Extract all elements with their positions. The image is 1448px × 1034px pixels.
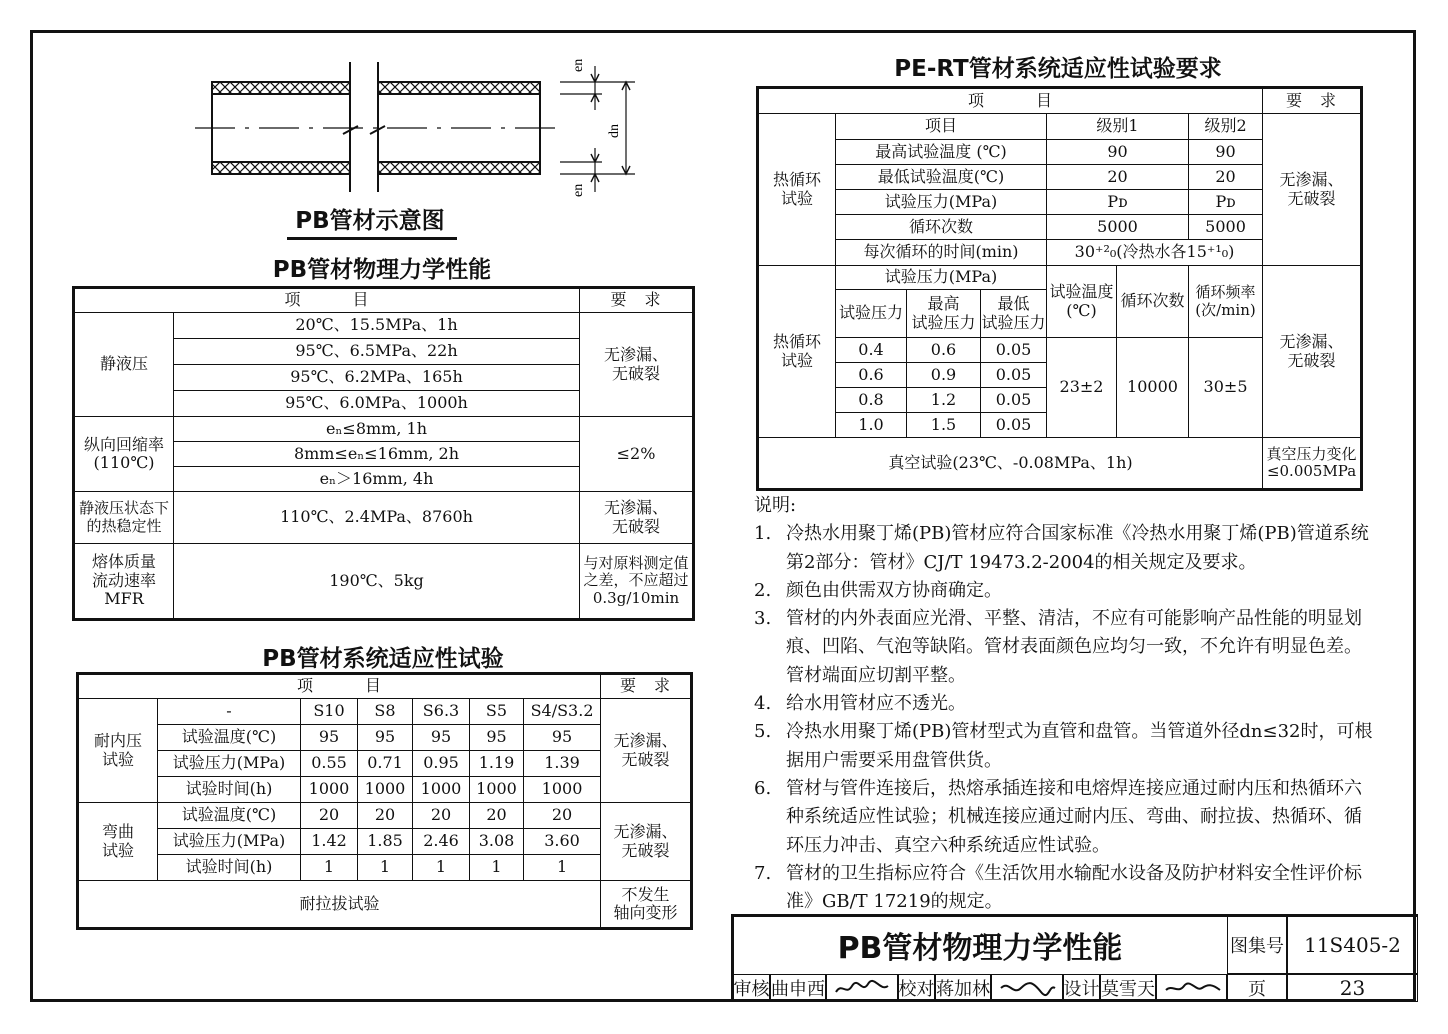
cell: 5000 (1047, 215, 1189, 240)
note-item: 7. 管材的卫生指标应符合《生活饮用水输配水设备及防护材料安全性评价标准》GB/T 17219的规定。 (754, 860, 1374, 917)
check-label: 校对 (898, 974, 935, 1002)
note-text: 管材的内外表面应光滑、平整、清洁，不应有可能影响产品性能的明显划痕、凹陷、气泡等缺陷。管材表面颜色应均匀一致，不允许有明显色差。管材端面应切割平整。 (786, 608, 1362, 686)
cell: 20 (1189, 165, 1263, 190)
note-text: 冷热水用聚丁烯(PB)管材型式为直管和盘管。当管道外径dn≤32时，可根据用户需要采用盘管供货。 (786, 721, 1373, 771)
atlas-label: 图集号 (1227, 916, 1287, 974)
group-name: 纵向回缩率 (110℃) (74, 417, 174, 492)
requirement: 与对原料测定值 之差，不应超过 0.3g/10min (580, 544, 694, 620)
requirement: 无渗漏、 无破裂 (1263, 266, 1362, 438)
col-header: 最低 试验压力 (981, 290, 1047, 338)
diagram-title: PB管材示意图 (295, 208, 445, 234)
note-item: 6. 管材与管件连接后，热熔承插连接和电熔焊连接应通过耐内压和热循环六种系统适应性试验；机械连接应通过耐内压、弯曲、耐拉拔、热循环、循环压力冲击、真空六种系统适应性试验。 (754, 775, 1374, 860)
pressure-test-name: 耐内压 试验 (78, 699, 158, 803)
dn-label: dn (607, 124, 622, 138)
pressure-group-header: 试验压力(MPa) (836, 266, 1047, 290)
condition: 8mm≤eₙ≤16mm, 2h (174, 442, 580, 467)
condition: 190℃、5kg (174, 544, 580, 620)
cell: 0.55 (301, 751, 358, 777)
cell: 1.42 (301, 829, 358, 855)
pullout-test: 耐拉拔试验 (78, 881, 601, 929)
cell: 0.9 (907, 363, 981, 388)
cell: 1000 (470, 777, 524, 803)
cell: 90 (1047, 140, 1189, 165)
col-header: 试验温度 (℃) (1047, 266, 1117, 338)
reviewer-name: 曲申西 (770, 974, 826, 1002)
group-name: 静液压 (74, 313, 174, 417)
cell: 20 (524, 803, 601, 829)
requirement: 无渗漏、 无破裂 (601, 699, 692, 803)
cycles-cell: 10000 (1117, 338, 1189, 438)
designer-signature (1156, 974, 1227, 1002)
note-text: 给水用管材应不透光。 (786, 693, 966, 715)
row-label: 循环次数 (836, 215, 1047, 240)
cell: 30⁺²₀(冷热水各15⁺¹₀) (1047, 240, 1263, 266)
cell: 3.08 (470, 829, 524, 855)
reviewer-signature (826, 974, 898, 1002)
condition: eₙ＞16mm, 4h (174, 467, 580, 492)
row-label: 试验压力(MPa) (836, 190, 1047, 215)
cell: 0.05 (981, 413, 1047, 438)
col-header: 试验压力 (836, 290, 907, 338)
col-header: 循环次数 (1117, 266, 1189, 338)
pert-requirements-table (756, 86, 1363, 491)
header-req: 要 求 (580, 288, 694, 313)
condition: 95℃、6.2MPa、165h (174, 365, 580, 391)
cell: 0.71 (358, 751, 413, 777)
note-text: 管材的卫生指标应符合《生活饮用水输配水设备及防护材料安全性评价标准》GB/T 17219的规定。 (786, 862, 1362, 913)
notes (754, 492, 1374, 916)
cell: 0.95 (413, 751, 470, 777)
cell: 1.0 (836, 413, 907, 438)
requirement: 无渗漏、 无破裂 (580, 313, 694, 417)
row-label: 试验时间(h) (158, 777, 301, 803)
row-label: 最高试验温度 (℃) (836, 140, 1047, 165)
cell: 20 (413, 803, 470, 829)
condition: 20℃、15.5MPa、1h (174, 313, 580, 339)
designer-name: 莫雪天 (1100, 974, 1156, 1002)
row-label: 每次循环的时间(min) (836, 240, 1047, 266)
class-header: S6.3 (413, 699, 470, 725)
note-text: 冷热水用聚丁烯(PB)管材应符合国家标准《冷热水用聚丁烯(PB)管道系统 第2部分：管材》CJ/T 19473.2-2004的相关规定及要求。 (786, 523, 1369, 573)
cell: 0.05 (981, 363, 1047, 388)
requirement: 真空压力变化 ≤0.005MPa (1263, 438, 1362, 490)
cell: Pᴅ (1047, 190, 1189, 215)
requirement: 无渗漏、 无破裂 (580, 492, 694, 544)
row-label: 试验温度(℃) (158, 725, 301, 751)
cell: 0.05 (981, 338, 1047, 363)
cell: 1000 (301, 777, 358, 803)
page-label: 页 (1227, 974, 1287, 1002)
header-req: 要 求 (1263, 88, 1362, 114)
sub-header: 级别2 (1189, 114, 1263, 140)
class-header: - (158, 699, 301, 725)
header-item: 项 目 (74, 288, 580, 313)
cell: 1.19 (470, 751, 524, 777)
thermal-cycle-name: 热循环 试验 (758, 114, 836, 266)
requirement: ≤2% (580, 417, 694, 492)
physical-properties-table (72, 286, 695, 621)
cell: 1 (413, 855, 470, 881)
condition: 110℃、2.4MPa、8760h (174, 492, 580, 544)
temperature-cell: 23±2 (1047, 338, 1117, 438)
en-top-label: en (571, 58, 586, 72)
notes-label: 说明: (754, 495, 797, 516)
cell: 1.5 (907, 413, 981, 438)
drawing-title: PB管材物理力学性能 (837, 931, 1123, 966)
row-label: 最低试验温度(℃) (836, 165, 1047, 190)
page-number: 23 (1287, 974, 1418, 1002)
class-header: S5 (470, 699, 524, 725)
condition: 95℃、6.0MPa、1000h (174, 391, 580, 417)
cell: 1 (301, 855, 358, 881)
cell: 3.60 (524, 829, 601, 855)
cell: 0.8 (836, 388, 907, 413)
cell: 90 (1189, 140, 1263, 165)
note-item: 2. 颜色由供需双方协商确定。 (754, 577, 1374, 605)
vacuum-test: 真空试验(23℃、-0.08MPa、1h) (758, 438, 1263, 490)
requirement: 不发生 轴向变形 (601, 881, 692, 929)
cell: 20 (358, 803, 413, 829)
class-header: S4/S3.2 (524, 699, 601, 725)
cell: 20 (1047, 165, 1189, 190)
diagram-title-underline (287, 237, 457, 240)
cell: 1.85 (358, 829, 413, 855)
frequency-cell: 30±5 (1189, 338, 1263, 438)
review-label: 审核 (733, 974, 770, 1002)
cell: 2.46 (413, 829, 470, 855)
note-item: 4. 给水用管材应不透光。 (754, 690, 1374, 718)
condition: 95℃、6.5MPa、22h (174, 339, 580, 365)
en-bottom-label: en (571, 183, 586, 197)
cell: 1000 (413, 777, 470, 803)
physical-table-title: PB管材物理力学性能 (272, 257, 492, 283)
group-name: 静液压状态下 的热稳定性 (74, 492, 174, 544)
cell: 95 (301, 725, 358, 751)
condition: eₙ≤8mm, 1h (174, 417, 580, 442)
note-text: 颜色由供需双方协商确定。 (786, 579, 1002, 601)
cell: 1 (524, 855, 601, 881)
note-item: 3. 管材的内外表面应光滑、平整、清洁，不应有可能影响产品性能的明显划痕、凹陷、气泡等缺陷。管材表面颜色应均匀一致，不允许有明显色差。管材端面应切割平整。 (754, 605, 1374, 690)
row-label: 试验压力(MPa) (158, 829, 301, 855)
cell: 1.39 (524, 751, 601, 777)
cell: 95 (470, 725, 524, 751)
cell: 1.2 (907, 388, 981, 413)
cell: 95 (358, 725, 413, 751)
row-label: 试验时间(h) (158, 855, 301, 881)
header-item: 项 目 (78, 674, 601, 699)
sub-header: 级别1 (1047, 114, 1189, 140)
pert-table-title: PE-RT管材系统适应性试验要求 (894, 56, 1222, 82)
note-text: 管材与管件连接后，热熔承插连接和电熔焊连接应通过耐内压和热循环六种系统适应性试验；机械连接应通过耐内压、弯曲、耐拉拔、热循环、循环压力冲击、真空六种系统适应性试验。 (786, 777, 1362, 856)
note-item: 5. 冷热水用聚丁烯(PB)管材型式为直管和盘管。当管道外径dn≤32时，可根据用户需要采用盘管供货。 (754, 718, 1374, 775)
col-header: 最高 试验压力 (907, 290, 981, 338)
cell: 0.4 (836, 338, 907, 363)
class-header: S8 (358, 699, 413, 725)
class-header: S10 (301, 699, 358, 725)
cell: 0.6 (836, 363, 907, 388)
header-req: 要 求 (601, 674, 692, 699)
design-label: 设计 (1063, 974, 1100, 1002)
row-label: 试验压力(MPa) (158, 751, 301, 777)
cell: 95 (413, 725, 470, 751)
system-adaptability-table (76, 672, 693, 930)
note-item: 1. 冷热水用聚丁烯(PB)管材应符合国家标准《冷热水用聚丁烯(PB)管道系统 第2部分：管材》CJ/T 19473.2-2004的相关规定及要求。 (754, 520, 1374, 577)
header-item: 项 目 (758, 88, 1263, 114)
requirement: 无渗漏、 无破裂 (1263, 114, 1362, 266)
cell: 1 (470, 855, 524, 881)
cell: 1 (358, 855, 413, 881)
checker-name: 蒋加林 (935, 974, 991, 1002)
cell: 20 (470, 803, 524, 829)
col-header: 循环频率 (次/min) (1189, 266, 1263, 338)
requirement: 无渗漏、 无破裂 (601, 803, 692, 881)
row-label: 试验温度(℃) (158, 803, 301, 829)
cell: 0.6 (907, 338, 981, 363)
atlas-number: 11S405-2 (1287, 916, 1418, 974)
cell: 0.05 (981, 388, 1047, 413)
cell: 1000 (524, 777, 601, 803)
bend-test-name: 弯曲 试验 (78, 803, 158, 881)
cell: Pᴅ (1189, 190, 1263, 215)
system-table-title: PB管材系统适应性试验 (262, 646, 504, 672)
cell: 95 (524, 725, 601, 751)
pipe-diagram (190, 52, 660, 202)
group-name: 熔体质量 流动速率 MFR (74, 544, 174, 620)
cell: 1000 (358, 777, 413, 803)
checker-signature (991, 974, 1063, 1002)
thermal-cycle-name: 热循环 试验 (758, 266, 836, 438)
cell: 20 (301, 803, 358, 829)
sub-header: 项目 (836, 114, 1047, 140)
cell: 5000 (1189, 215, 1263, 240)
